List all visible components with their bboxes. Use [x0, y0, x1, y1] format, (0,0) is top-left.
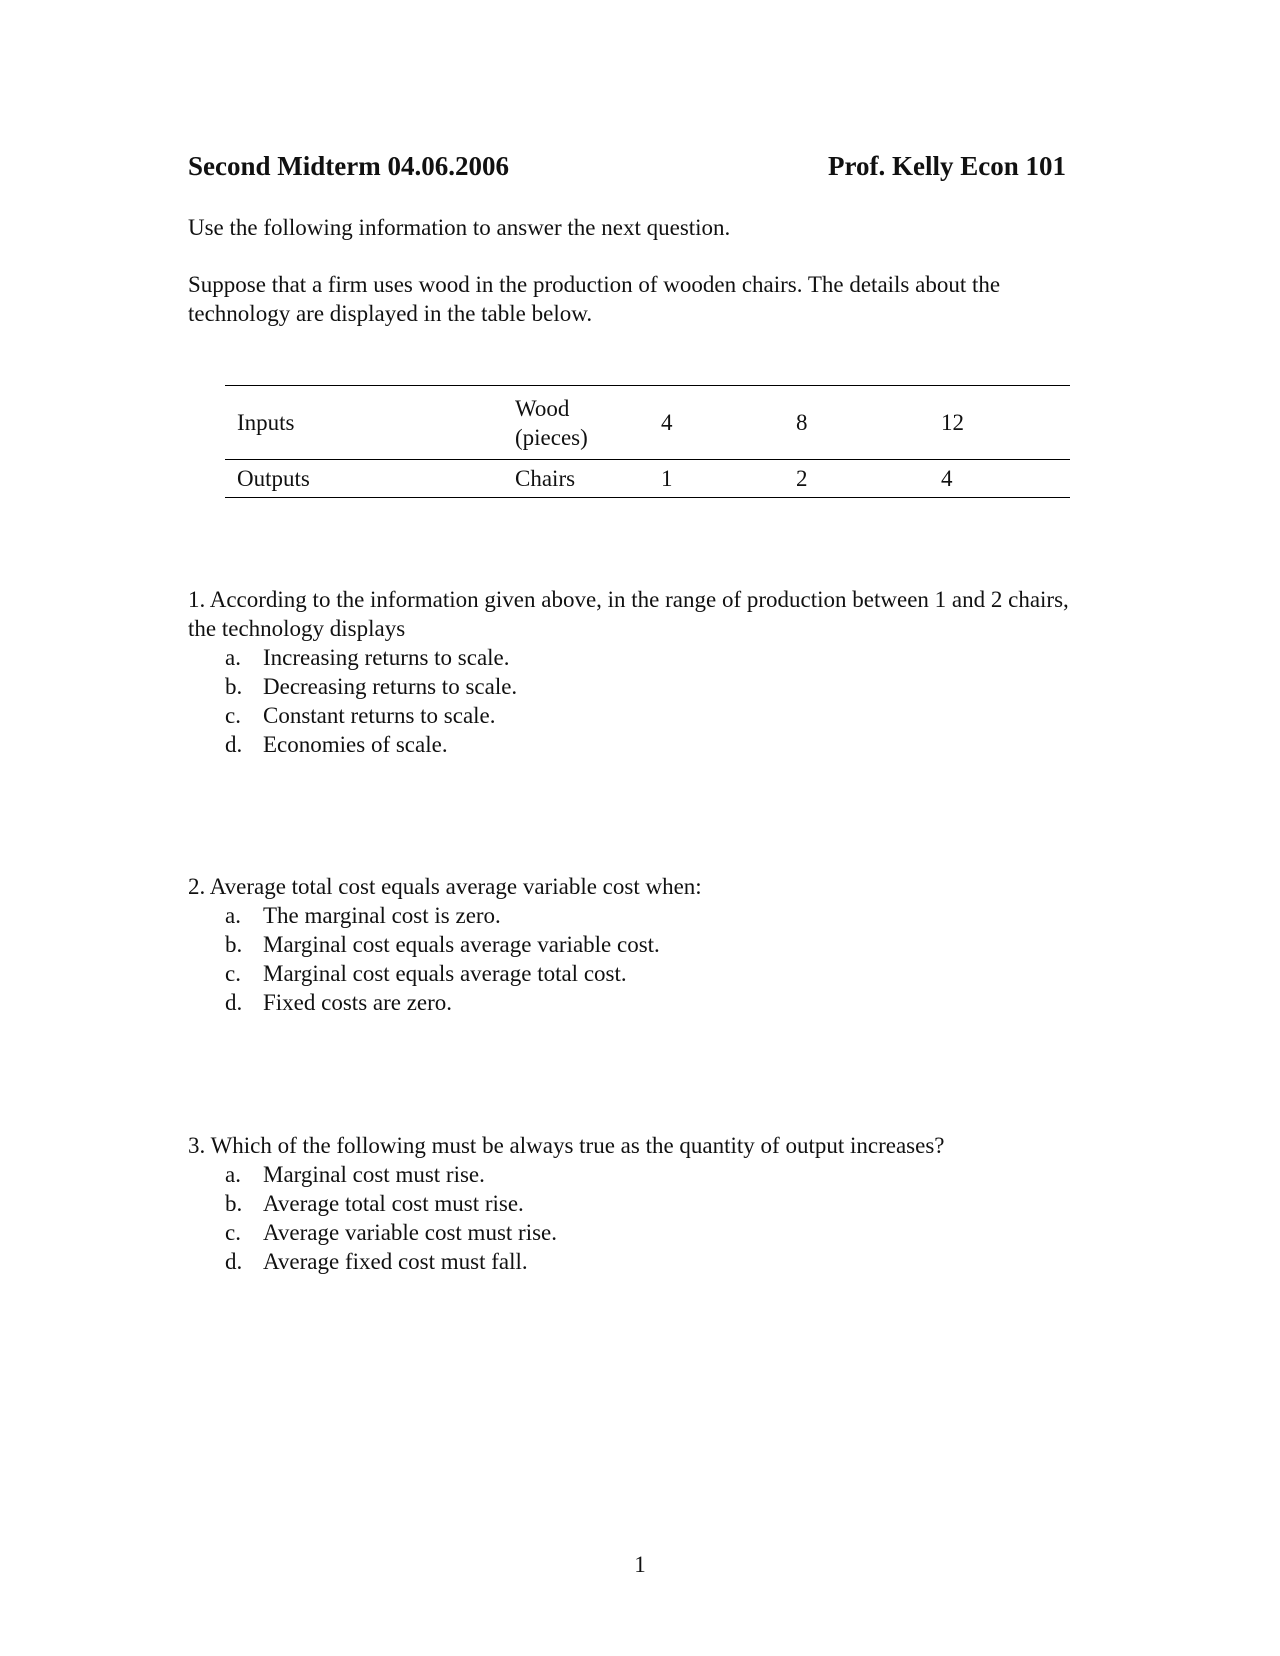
- option-letter: d.: [225, 732, 243, 757]
- row-unit: Chairs: [515, 460, 661, 498]
- option-text: The marginal cost is zero.: [263, 903, 501, 928]
- question-1: [188, 585, 1088, 759]
- option-item: [188, 1247, 1088, 1276]
- row-unit-line: (pieces): [515, 424, 588, 450]
- option-text: Constant returns to scale.: [263, 703, 496, 728]
- table-cell: 4: [941, 460, 1070, 498]
- row-label: Outputs: [225, 460, 515, 498]
- row-unit-line: Wood: [515, 395, 570, 421]
- row-unit: [515, 386, 661, 460]
- option-letter: c.: [225, 703, 241, 728]
- option-letter: a.: [225, 903, 241, 928]
- option-letter: a.: [225, 1162, 241, 1187]
- option-list: [188, 643, 1088, 759]
- table-cell: 4: [661, 386, 796, 460]
- option-item: [188, 988, 1088, 1017]
- option-text: Marginal cost must rise.: [263, 1162, 485, 1187]
- option-text: Economies of scale.: [263, 732, 448, 757]
- option-item: [188, 701, 1088, 730]
- option-list: [188, 1160, 1088, 1276]
- table-row-inputs: [225, 386, 1070, 460]
- question-2: [188, 872, 1088, 1017]
- option-item: [188, 643, 1088, 672]
- option-item: [188, 901, 1088, 930]
- option-text: Marginal cost equals average variable cost.: [263, 932, 660, 957]
- table-cell: 2: [796, 460, 941, 498]
- option-text: Marginal cost equals average total cost.: [263, 961, 627, 986]
- scenario-text: Suppose that a firm uses wood in the production of wooden chairs. The details about the technology are displayed in the table below.: [188, 272, 1001, 326]
- option-text: Average fixed cost must fall.: [263, 1249, 528, 1274]
- row-label: Inputs: [225, 386, 515, 460]
- option-list: [188, 901, 1088, 1017]
- option-item: [188, 1189, 1088, 1218]
- option-letter: b.: [225, 674, 243, 699]
- table-cell: 8: [796, 386, 941, 460]
- option-letter: c.: [225, 961, 241, 986]
- option-item: [188, 1218, 1088, 1247]
- course-info: Prof. Kelly Econ 101: [828, 151, 1066, 181]
- option-letter: d.: [225, 990, 243, 1015]
- option-letter: a.: [225, 645, 241, 670]
- option-letter: d.: [225, 1249, 243, 1274]
- technology-table: [225, 385, 1070, 498]
- option-text: Decreasing returns to scale.: [263, 674, 518, 699]
- intro-text: Use the following information to answer the next question.: [188, 215, 731, 240]
- option-letter: b.: [225, 932, 243, 957]
- table-cell: 12: [941, 386, 1070, 460]
- option-item: [188, 1160, 1088, 1189]
- table-row-outputs: [225, 460, 1070, 498]
- question-stem: 1. According to the information given above, in the range of production between 1 and 2 chairs, the technology displays: [188, 587, 1069, 641]
- option-item: [188, 959, 1088, 988]
- exam-title: Second Midterm 04.06.2006: [188, 151, 509, 181]
- page-number: 1: [634, 1552, 646, 1577]
- option-letter: c.: [225, 1220, 241, 1245]
- option-letter: b.: [225, 1191, 243, 1216]
- question-3: [188, 1131, 1088, 1276]
- option-item: [188, 930, 1088, 959]
- question-stem: 3. Which of the following must be always true as the quantity of output increases?: [188, 1133, 945, 1158]
- option-item: [188, 672, 1088, 701]
- option-item: [188, 730, 1088, 759]
- option-text: Average total cost must rise.: [263, 1191, 524, 1216]
- option-text: Average variable cost must rise.: [263, 1220, 557, 1245]
- option-text: Increasing returns to scale.: [263, 645, 510, 670]
- question-stem: 2. Average total cost equals average variable cost when:: [188, 874, 702, 899]
- table-cell: 1: [661, 460, 796, 498]
- option-text: Fixed costs are zero.: [263, 990, 453, 1015]
